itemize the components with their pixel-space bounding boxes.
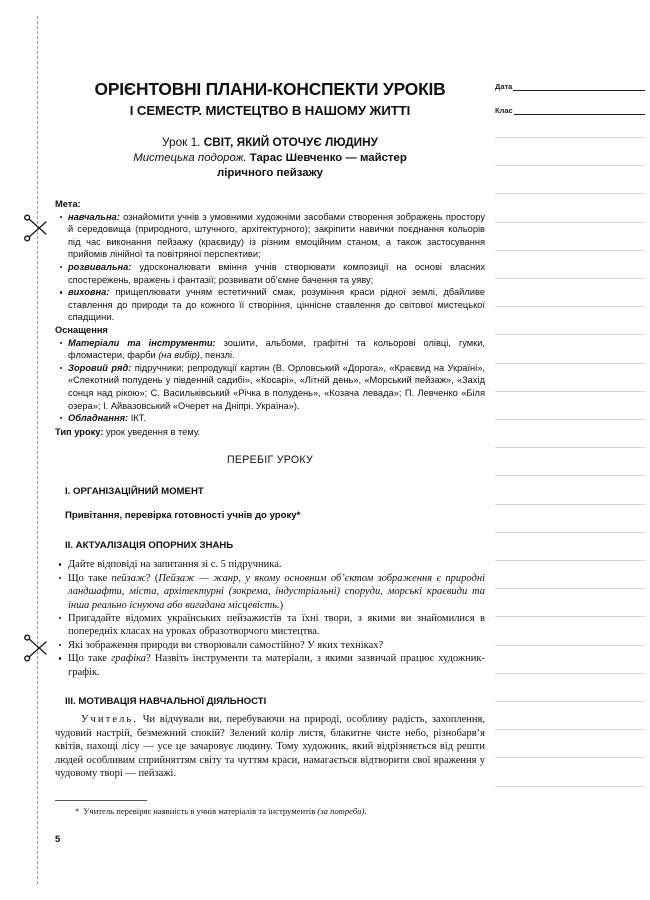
equipment-list	[55, 337, 485, 425]
goal-label: Мета:	[55, 199, 81, 209]
journey-title-second-line: ліричного пейзажу	[216, 167, 323, 179]
materials-text-end: , пензлі.	[199, 350, 235, 361]
date-write-line[interactable]	[513, 83, 645, 91]
note-rule-line[interactable]	[495, 193, 645, 194]
question-text: ? (	[145, 572, 159, 584]
goal-text: прищеплювати учням естетичний смак, розуміння краси рідної землі, дбайливе ставлення до природи та до кожного її створіння, ціннісне ставлення до світової мистецької спадщини.	[68, 287, 485, 323]
note-rule-line[interactable]	[495, 532, 645, 533]
materials-text: зошити, альбоми, графітні та кольорові олівці, гумки, фломастери, фарби	[68, 337, 486, 361]
visual-term: Зоровий ряд:	[68, 362, 132, 373]
hardware-term: Обладнання:	[68, 413, 129, 424]
note-rule-line[interactable]	[495, 673, 645, 674]
note-rule-line[interactable]	[495, 475, 645, 476]
question-text: )	[279, 599, 284, 611]
class-field[interactable]	[495, 106, 645, 115]
question-text: Які зображення природи ви створювали самостійно? У яких техніках?	[68, 639, 384, 651]
cut-dashed-line	[37, 16, 38, 884]
list-item	[55, 362, 485, 412]
term-italic: графіка	[111, 653, 147, 665]
note-rule-line[interactable]	[495, 165, 645, 166]
note-rule-line[interactable]	[495, 250, 645, 251]
list-item	[55, 612, 485, 639]
section-heading-i: І. ОРГАНІЗАЦІЙНИЙ МОМЕНТ	[65, 486, 204, 498]
scissors-icon	[22, 633, 52, 663]
lesson-type-line	[55, 426, 485, 439]
flow-heading: ПЕРЕБІГ УРОКУ	[226, 454, 314, 467]
note-rule-line[interactable]	[495, 447, 645, 448]
footnote-separator	[55, 800, 147, 801]
note-rule-line[interactable]	[495, 278, 645, 279]
note-rule-line[interactable]	[495, 391, 645, 392]
notes-margin	[492, 0, 650, 900]
note-rule-line[interactable]	[495, 306, 645, 307]
note-rule-line[interactable]	[495, 786, 645, 787]
page-subtitle: І СЕМЕСТР. МИСТЕЦТВО В НАШОМУ ЖИТТІ	[129, 103, 411, 118]
note-rule-line[interactable]	[495, 222, 645, 223]
list-item	[55, 337, 485, 362]
list-item	[55, 572, 485, 612]
motivation-paragraph	[55, 713, 485, 781]
list-item	[55, 639, 485, 652]
lesson-plan-content	[55, 0, 485, 900]
note-rule-line[interactable]	[495, 757, 645, 758]
goal-text: ознайомити учнів з умовними художніми засобами створення зображень простору й середовища (природного, штучного, архітектурного); закріпити навички поєднання кольорів під час виконання пейзажу (краєвиду) із різним емоційним станом, а також застосування прийомів лінійної та повітряної перспективи;	[68, 211, 485, 260]
page-title: ОРІЄНТОВНІ ПЛАНИ-КОНСПЕКТИ УРОКІВ	[94, 79, 446, 99]
journey-label: Мистецька подорож.	[133, 152, 247, 164]
materials-term: Матеріали та інструменти:	[68, 337, 216, 348]
goal-term: розвивальна:	[68, 261, 132, 272]
list-item	[55, 412, 485, 425]
journey-title: Тарас Шевченко — майстер	[249, 152, 407, 164]
footnote-body: Учитель перевіряє наявність в учнів матеріалів та інструментів	[83, 806, 318, 816]
question-text: ? Назвіть інструменти та матеріали, з якими зазвичай працює художник-графік.	[68, 653, 485, 678]
footnote-end: .	[364, 806, 367, 816]
section-heading-iii: ІІІ. МОТИВАЦІЯ НАВЧАЛЬНОЇ ДІЯЛЬНОСТІ	[65, 695, 267, 707]
motivation-text: Чи відчували ви, перебуваючи на природі, особливу радість, захоплення, чудовий настрій, безмежний спокій? Зелений колір листя, блакитне чисте небо, різнобарв’я квітів, пахощі лісу — усе це зачаровує людину. Тому художник, який відрізняється від решти людей особливим сприйняттям світу та чуттям краси, намагається відтворити свої враження у чудовому творі — пейзажі.	[55, 713, 485, 780]
footnote-italic: (за потреби)	[317, 806, 365, 816]
note-rule-line[interactable]	[495, 645, 645, 646]
lesson-journey-line	[55, 151, 485, 166]
class-write-line[interactable]	[514, 107, 645, 115]
speaker-label: Учитель.	[81, 713, 139, 725]
lesson-number: Урок 1.	[162, 135, 204, 149]
note-rule-line[interactable]	[495, 137, 645, 138]
list-item	[55, 652, 485, 679]
lesson-type-value: урок уведення в тему.	[103, 426, 201, 437]
note-rule-line[interactable]	[495, 363, 645, 364]
goal-text: удосконалювати вміння учнів створювати композиції на основі власних спостережень, вражень і фантазії; розвивати об’ємне бачення та уяву;	[68, 261, 485, 285]
question-text: Дайте відповіді на запитання зі с. 5 підручника.	[68, 559, 282, 571]
list-item	[55, 261, 485, 286]
list-item	[55, 558, 485, 571]
list-item	[55, 211, 485, 261]
note-rule-line[interactable]	[495, 701, 645, 702]
lesson-title: СВІТ, ЯКИЙ ОТОЧУЄ ЛЮДИНУ	[203, 135, 378, 149]
page-number: 5	[55, 834, 61, 845]
question-text: Пригадайте відомих українських пейзажистів та їхні твори, з якими ви знайомилися в попередніх класах на уроках образотворчого мистецтва.	[68, 612, 485, 638]
note-rule-line[interactable]	[495, 729, 645, 730]
note-rule-line[interactable]	[495, 560, 645, 561]
equipment-label: Оснащення	[55, 324, 108, 335]
materials-choice: (на вибір)	[158, 350, 200, 361]
note-rule-line[interactable]	[495, 419, 645, 420]
question-text: Що таке	[68, 572, 112, 584]
note-rule-line[interactable]	[495, 588, 645, 589]
section-heading-ii: ІІ. АКТУАЛІЗАЦІЯ ОПОРНИХ ЗНАНЬ	[65, 540, 234, 552]
answer-italic: Пейзаж — жанр, у якому основним об’єктом зображення є природні ландшафти, міста, архітектурні (зокрема, індустріальні) споруди, морські краєвиди та інша реально існуюча або вигадана місцевість.	[68, 572, 485, 611]
goal-list	[55, 211, 485, 324]
actualization-list	[55, 558, 485, 679]
footnote	[55, 800, 485, 817]
list-item	[55, 286, 485, 324]
scissors-icon	[22, 213, 52, 243]
greeting-text: Привітання, перевірка готовності учнів до уроку*	[65, 510, 301, 522]
note-rule-line[interactable]	[495, 334, 645, 335]
footnote-marker: *	[75, 806, 80, 816]
hardware-text: ІКТ.	[128, 413, 146, 424]
note-rule-line[interactable]	[495, 616, 645, 617]
goal-term: виховна:	[68, 287, 110, 298]
class-label: Клас	[495, 106, 513, 115]
date-field[interactable]	[495, 82, 645, 91]
footnote-text	[55, 806, 485, 817]
goal-term: навчальна:	[68, 211, 120, 222]
lesson-type-label: Тип уроку:	[55, 426, 104, 437]
note-rule-line[interactable]	[495, 504, 645, 505]
lesson-heading	[55, 135, 485, 150]
visual-text: підручники; репродукції картин (В. Орловський «Дорога», «Краєвид на Україні», «Спекотний полудень у південній садибі», «Косарі», «Літній день», «Морський пейзаж», «Захід сонця над рікою»; С. Васильківський «Річка в полудень», «Козача левада»; П. Левченко «Біля озера»; І. Айвазовський «Очерет на Дніпрі. Україна»).	[68, 362, 485, 411]
question-text: Що таке	[68, 653, 112, 665]
term-italic: пейзаж	[111, 572, 146, 584]
date-label: Дата	[495, 82, 513, 91]
